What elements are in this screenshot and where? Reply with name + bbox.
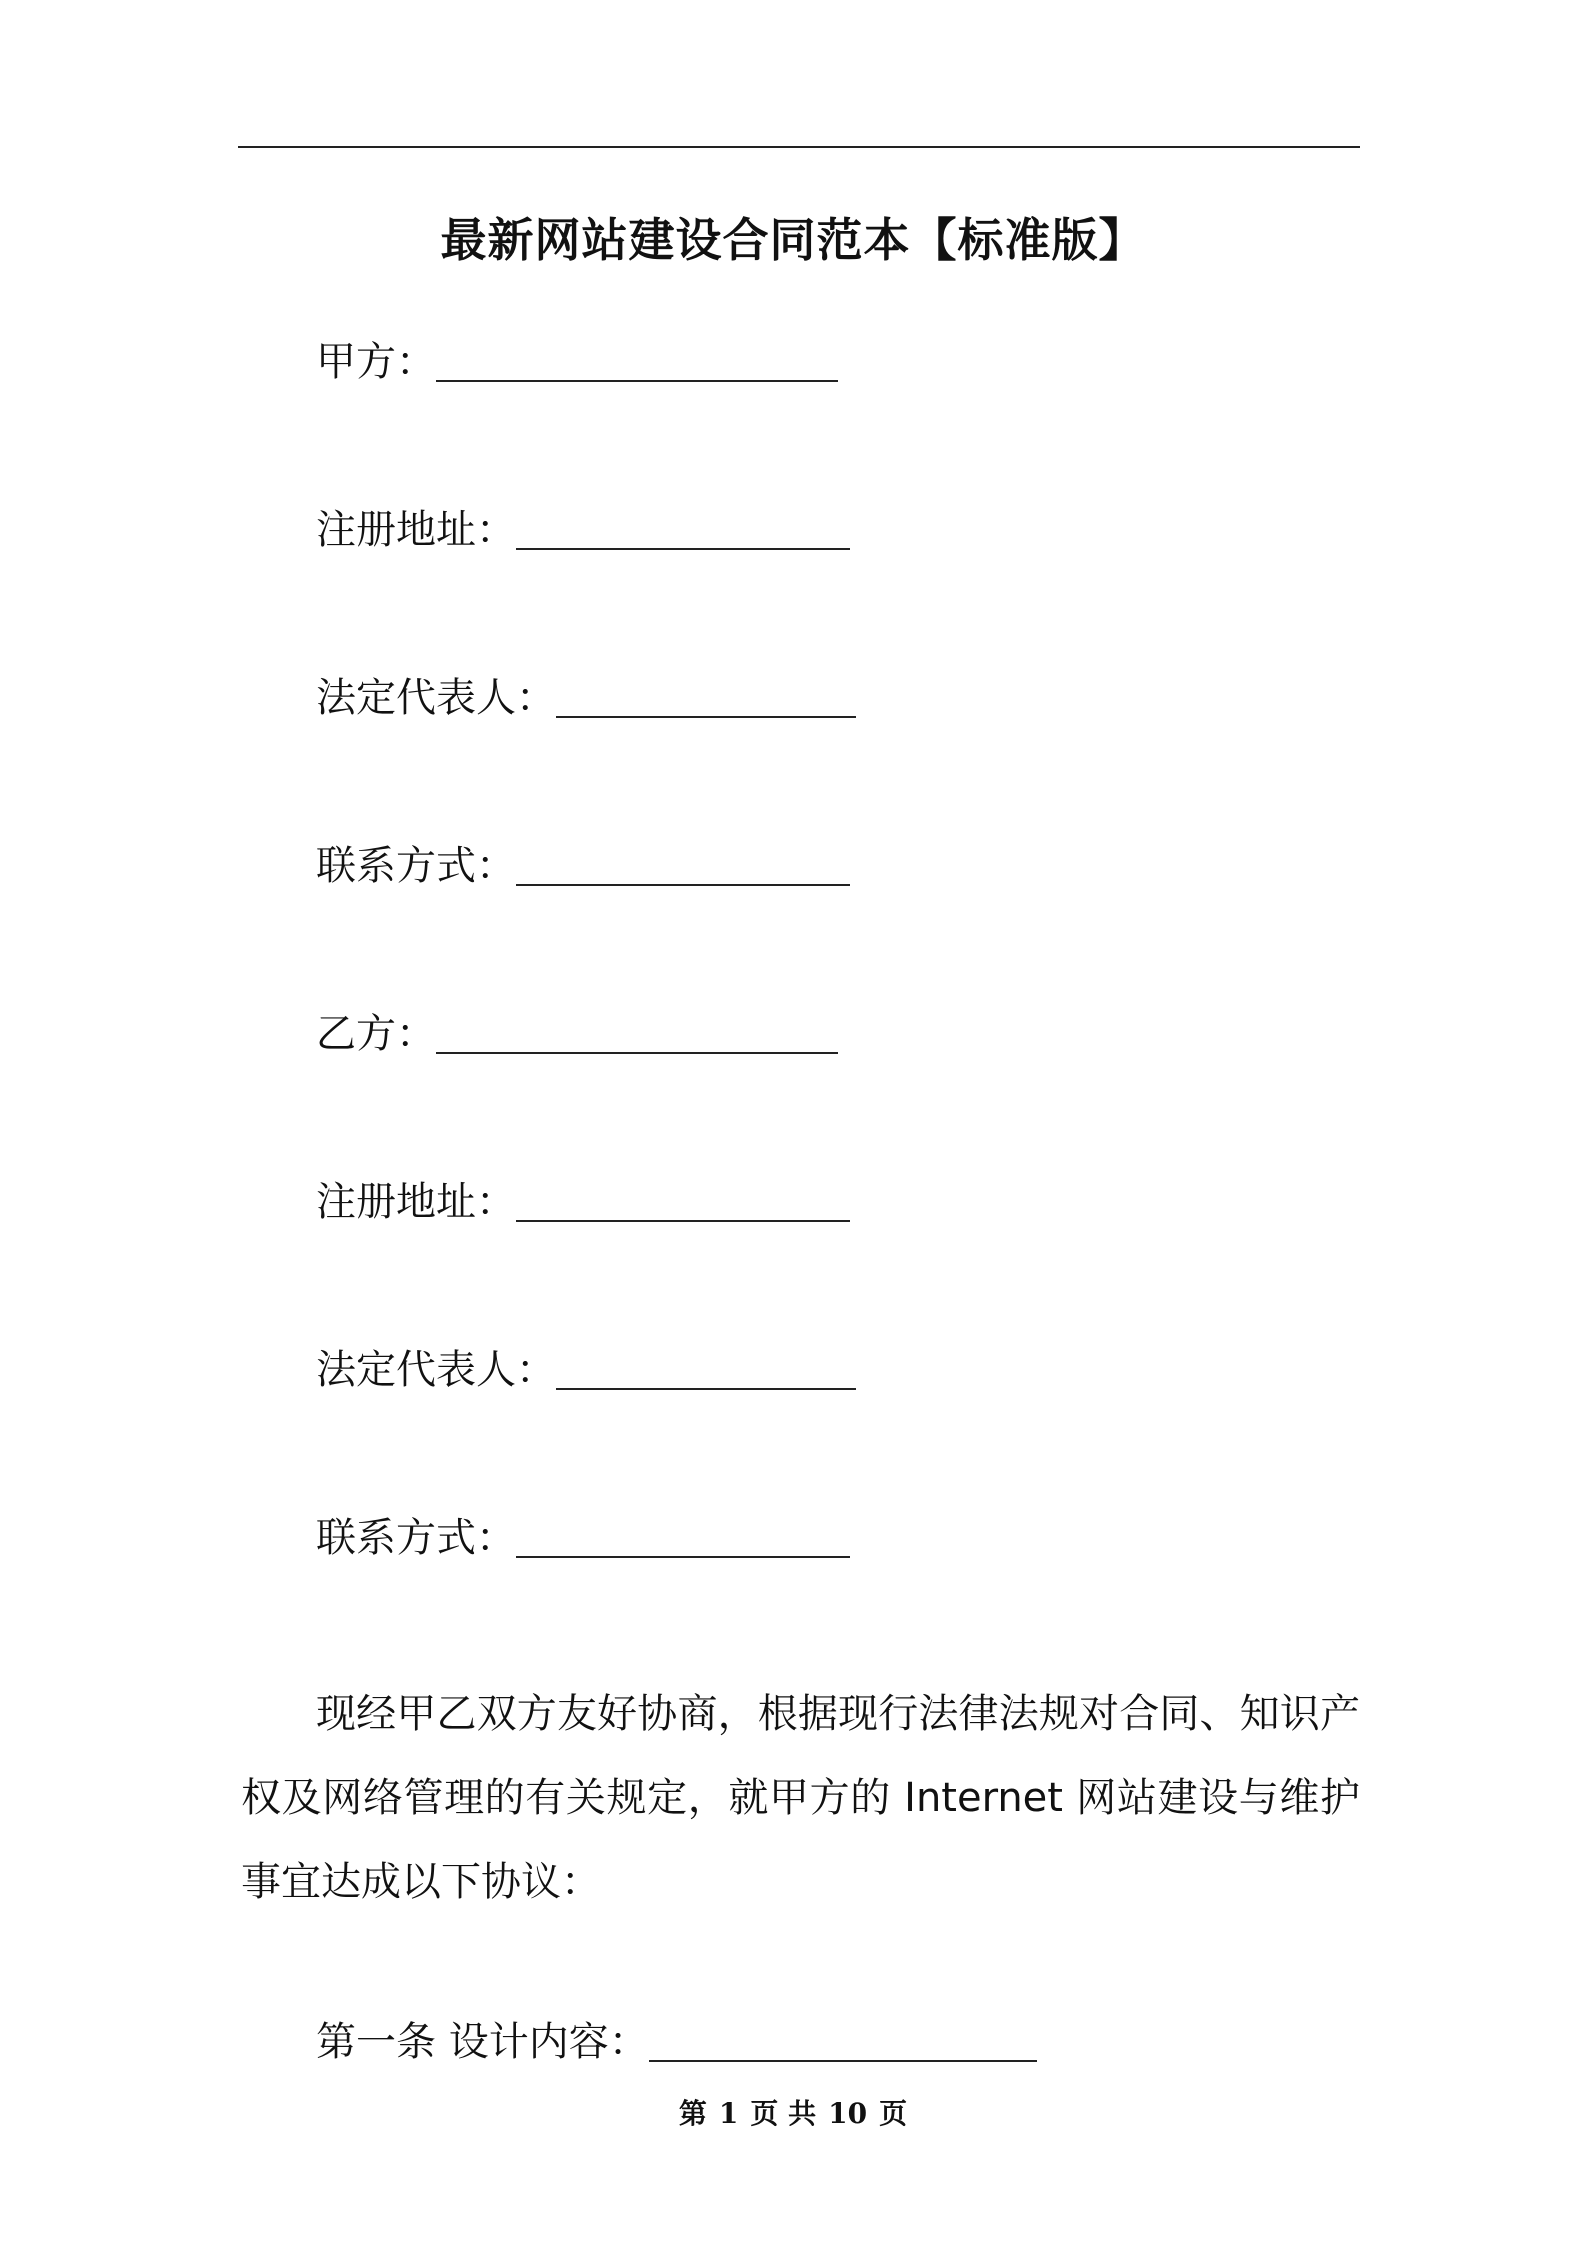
party-a-name-field <box>316 336 838 388</box>
party-b-contact-label: 联系方式： <box>316 1515 516 1561</box>
party-b-name-label: 乙方： <box>316 1011 436 1057</box>
page-counter-suffix: 页 <box>879 2097 908 2130</box>
page-counter-prefix: 第 <box>678 2097 707 2130</box>
party-b-name-blank <box>436 1012 838 1054</box>
party-a-contact-label: 联系方式： <box>316 843 516 889</box>
header-rule <box>238 146 1360 148</box>
party-b-address-blank <box>516 1180 850 1222</box>
party-b-representative-field <box>316 1344 856 1396</box>
party-a-name-label: 甲方： <box>316 339 436 385</box>
article-1-label: 第一条 设计内容： <box>316 2019 649 2065</box>
party-a-contact-field <box>316 840 850 892</box>
party-b-address-label: 注册地址： <box>316 1179 516 1225</box>
party-b-name-field <box>316 1008 838 1060</box>
party-a-representative-blank <box>556 676 856 718</box>
party-b-representative-blank <box>556 1348 856 1390</box>
party-b-contact-blank <box>516 1516 850 1558</box>
party-a-representative-label: 法定代表人： <box>316 675 556 721</box>
party-a-address-blank <box>516 508 850 550</box>
party-a-address-field <box>316 504 850 556</box>
party-b-contact-field <box>316 1512 850 1564</box>
party-b-representative-label: 法定代表人： <box>316 1347 556 1393</box>
party-a-address-label: 注册地址： <box>316 507 516 553</box>
party-b-address-field <box>316 1176 850 1228</box>
party-a-name-blank <box>436 340 838 382</box>
party-a-representative-field <box>316 672 856 724</box>
article-1-field <box>316 2016 1037 2068</box>
page-counter-mid: 页 共 <box>750 2097 817 2130</box>
document-title: 最新网站建设合同范本【标准版】 <box>440 213 1146 267</box>
article-1-blank <box>649 2020 1037 2062</box>
preamble-paragraph: 现经甲乙双方友好协商，根据现行法律法规对合同、知识产权及网络管理的有关规定，就甲方的 Internet 网站建设与维护事宜达成以下协议： <box>241 1691 1360 1905</box>
current-page-number: 1 <box>718 2097 739 2130</box>
total-pages-number: 10 <box>828 2097 868 2130</box>
page-counter <box>0 2094 1586 2134</box>
party-a-contact-blank <box>516 844 850 886</box>
